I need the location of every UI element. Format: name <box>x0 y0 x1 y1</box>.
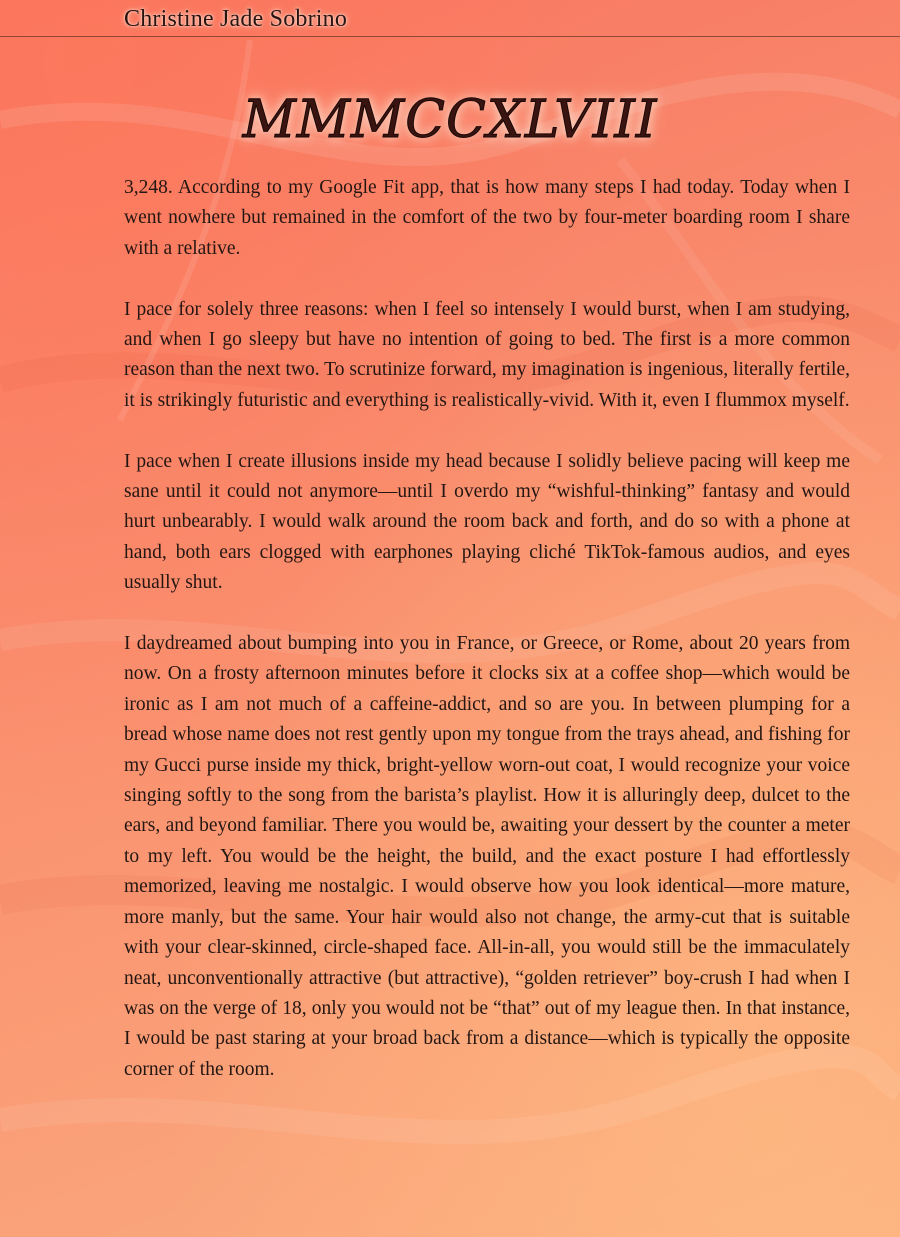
paragraph: 3,248. According to my Google Fit app, that is how many steps I had today. Today when I went nowhere but remained in the comfort of the two by four-meter boarding room I share with a relative. <box>124 177 850 259</box>
article-body <box>124 173 850 1116</box>
paragraph: I daydreamed about bumping into you in France, or Greece, or Rome, about 20 years from now. On a frosty afternoon minutes before it clocks six at a coffee shop—which would be ironic as I am not much of a caffeine-addict, and so are you. In between plumping for a bread whose name does not rest gently upon my tongue from the trays ahead, and fishing for my Gucci purse inside my thick, bright-yellow worn-out coat, I would recognize your voice singing softly to the song from the barista’s playlist. How it is alluringly deep, dulcet to the ears, and beyond familiar. There you would be, awaiting your dessert by the counter a meter to my left. You would be the height, the build, and the exact posture I had effortlessly memorized, leaving me nostalgic. I would observe how you look identical—more mature, more manly, but the same. Your hair would also not change, the army-cut that is suitable with your clear-skinned, circle-shaped face. All-in-all, you would still be the immaculately neat, unconventionally attractive (but attractive), “golden retriever” boy-crush I had when I was on the verge of 18, only you would not be “that” out of my league then. In that instance, I would be past staring at your broad back from a distance—which is typically the opposite corner of the room. <box>124 633 850 1080</box>
paragraph: I pace when I create illusions inside my head because I solidly believe pacing will keep me sane until it could not anymore—until I overdo my “wishful-thinking” fantasy and would hurt unbearably. I would walk around the room back and forth, and do so with a phone at hand, both ears clogged with earphones playing cliché TikTok-famous audios, and eyes usually shut. <box>124 450 850 594</box>
header-bar <box>0 0 900 37</box>
page-title: MMMCCXLVIII <box>242 90 658 150</box>
paragraph: I pace for solely three reasons: when I feel so intensely I would burst, when I am studying, and when I go sleepy but have no intention of going to bed. The first is a more common reason than the next two. To scrutinize forward, my imagination is ingenious, literally fertile, it is strikingly futuristic and everything is realistically-vivid. With it, even I flummox myself. <box>124 298 850 411</box>
author-name: Christine Jade Sobrino <box>124 6 348 32</box>
